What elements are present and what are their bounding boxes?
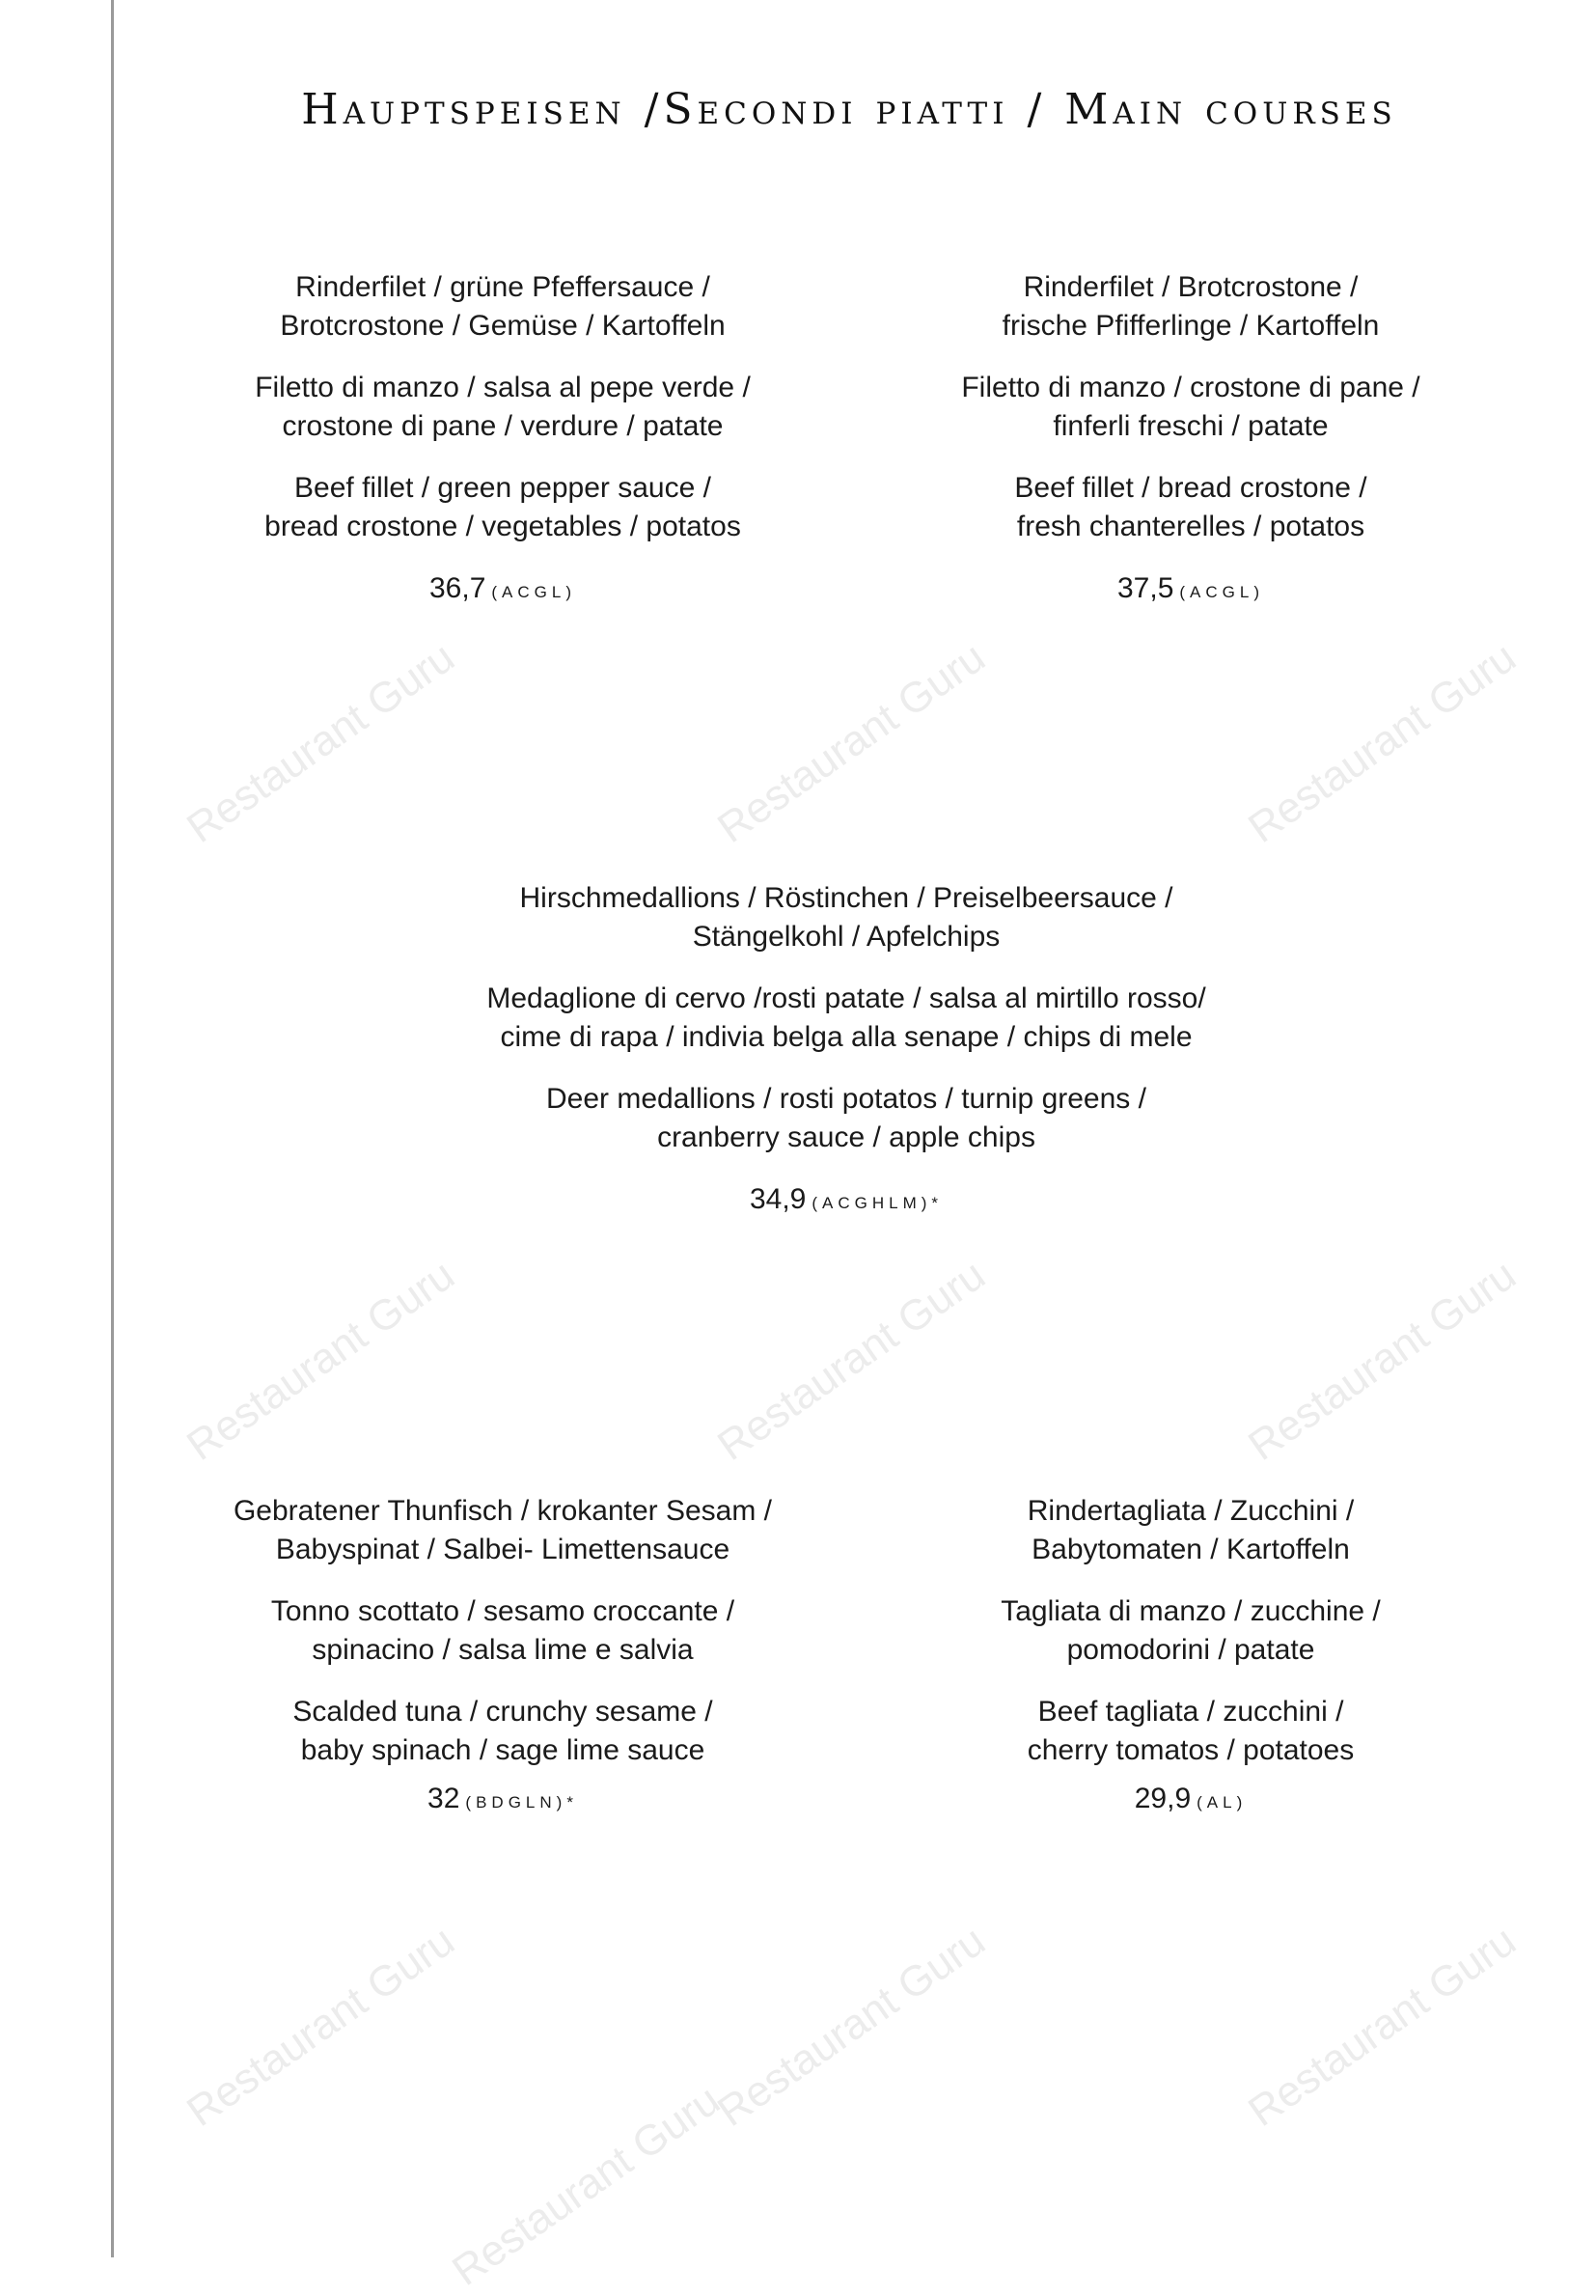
watermark: Restaurant Guru [709, 633, 994, 852]
dish-english: Beef fillet / green pepper sauce / bread crostone / vegetables / potatos [264, 472, 741, 542]
watermark: Restaurant Guru [709, 1251, 994, 1470]
dish-english: Deer medallions / rosti potatos / turnip greens / cranberry sauce / apple chips [546, 1083, 1146, 1153]
allergen-codes: (AL) [1197, 1793, 1248, 1812]
watermark: Restaurant Guru [709, 1917, 994, 2136]
dish-german: Rindertagliata / Zucchini / Babytomaten / Kartoffeln [1027, 1495, 1355, 1565]
watermark: Restaurant Guru [179, 633, 463, 852]
watermark: Restaurant Guru [444, 2076, 729, 2295]
dish-english: Scalded tuna / crunchy sesame / baby spinach / sage lime sauce [292, 1696, 713, 1766]
allergen-codes: (BDGLN)* [465, 1793, 578, 1812]
dish-english: Beef fillet / bread crostone / fresh chanterelles / potatos [1014, 472, 1367, 542]
watermark: Restaurant Guru [179, 1917, 463, 2136]
allergen-codes: (ACGL) [1179, 583, 1264, 601]
watermark: Restaurant Guru [1240, 1917, 1525, 2136]
dish-english: Beef tagliata / zucchini / cherry tomatos / potatoes [1027, 1696, 1355, 1766]
watermark: Restaurant Guru [179, 1251, 463, 1470]
dish-price: 37,5 (ACGL) [1116, 572, 1264, 604]
dish-italian: Tagliata di manzo / zucchine / pomodorini / patate [1001, 1595, 1381, 1666]
dish-price: 36,7 (ACGL) [428, 572, 576, 604]
dish-price: 32 (BDGLN)* [427, 1783, 578, 1814]
dish-italian: Medaglione di cervo /rosti patate / salsa al mirtillo rosso/ cime di rapa / indivia belga alla senape / chips di mele [486, 982, 1206, 1053]
menu-item [165, 268, 840, 612]
dish-italian: Filetto di manzo / salsa al pepe verde / crostone di pane / verdure / patate [255, 372, 751, 442]
allergen-codes: (ACGL) [491, 583, 576, 601]
menu-item [853, 1492, 1528, 1822]
watermark: Restaurant Guru [1240, 1251, 1525, 1470]
watermark: Restaurant Guru [1240, 633, 1525, 852]
margin-rule [111, 0, 114, 2257]
dish-price: 29,9 (AL) [1134, 1783, 1248, 1814]
dish-italian: Filetto di manzo / crostone di pane / finferli freschi / patate [961, 372, 1420, 442]
dish-german: Rinderfilet / grüne Pfeffersauce / Brotcrostone / Gemüse / Kartoffeln [280, 271, 726, 342]
menu-item [165, 1492, 840, 1822]
menu-item [412, 879, 1280, 1223]
menu-item [853, 268, 1528, 612]
dish-german: Gebratener Thunfisch / krokanter Sesam / Babyspinat / Salbei- Limettensauce [233, 1495, 773, 1565]
dish-german: Rinderfilet / Brotcrostone / frische Pfifferlinge / Kartoffeln [1002, 271, 1380, 342]
dish-german: Hirschmedallions / Röstinchen / Preiselbeersauce / Stängelkohl / Apfelchips [519, 882, 1173, 953]
dish-price: 34,9 (ACGHLM)* [749, 1183, 944, 1215]
allergen-codes: (ACGHLM)* [812, 1194, 944, 1212]
dish-italian: Tonno scottato / sesamo croccante / spinacino / salsa lime e salvia [270, 1595, 735, 1666]
page-title: Hauptspeisen /Secondi piatti / Main courses [301, 85, 1397, 134]
